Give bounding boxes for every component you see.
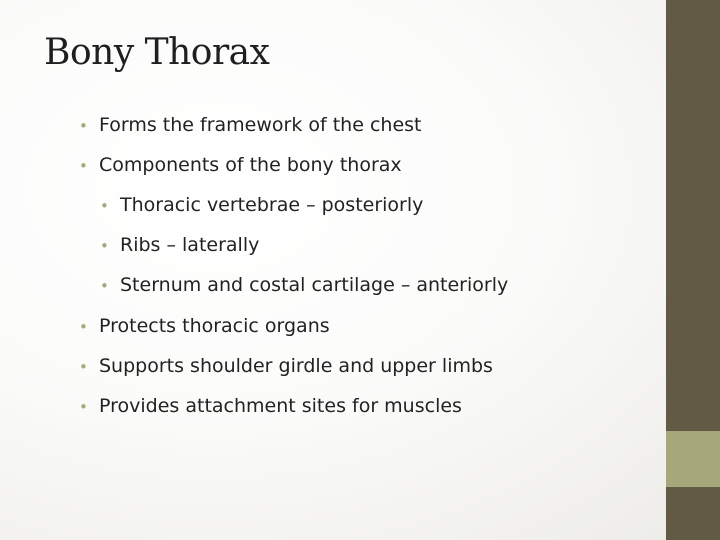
bullet-item	[79, 314, 330, 339]
bullet-text: Thoracic vertebrae – posteriorly	[120, 194, 424, 216]
sidebar-decoration-bottom	[666, 487, 720, 540]
bullet-item	[79, 153, 402, 178]
bullet-icon: •	[79, 358, 88, 376]
bullet-text: Ribs – laterally	[120, 234, 260, 256]
bullet-text: Sternum and costal cartilage – anteriorly	[120, 274, 509, 296]
bullet-icon: •	[100, 277, 109, 295]
bullet-item	[79, 113, 421, 138]
bullet-icon: •	[79, 157, 88, 175]
bullet-icon: •	[79, 398, 88, 416]
sub-bullet-item	[100, 193, 423, 218]
sub-bullet-item	[100, 273, 508, 298]
bullet-text: Supports shoulder girdle and upper limbs	[99, 355, 493, 377]
bullet-icon: •	[100, 237, 109, 255]
bullet-text: Forms the framework of the chest	[99, 114, 422, 136]
bullet-icon: •	[100, 197, 109, 215]
bullet-text: Components of the bony thorax	[99, 154, 402, 176]
sidebar-decoration-top	[666, 0, 720, 431]
bullet-item	[79, 394, 462, 419]
sub-bullet-item	[100, 233, 259, 258]
bullet-text: Protects thoracic organs	[99, 315, 330, 337]
bullet-icon: •	[79, 117, 88, 135]
sidebar-decoration-accent	[666, 431, 720, 487]
slide-title: Bony Thorax	[44, 32, 270, 73]
bullet-item	[79, 354, 493, 379]
bullet-text: Provides attachment sites for muscles	[99, 395, 462, 417]
bullet-icon: •	[79, 318, 88, 336]
